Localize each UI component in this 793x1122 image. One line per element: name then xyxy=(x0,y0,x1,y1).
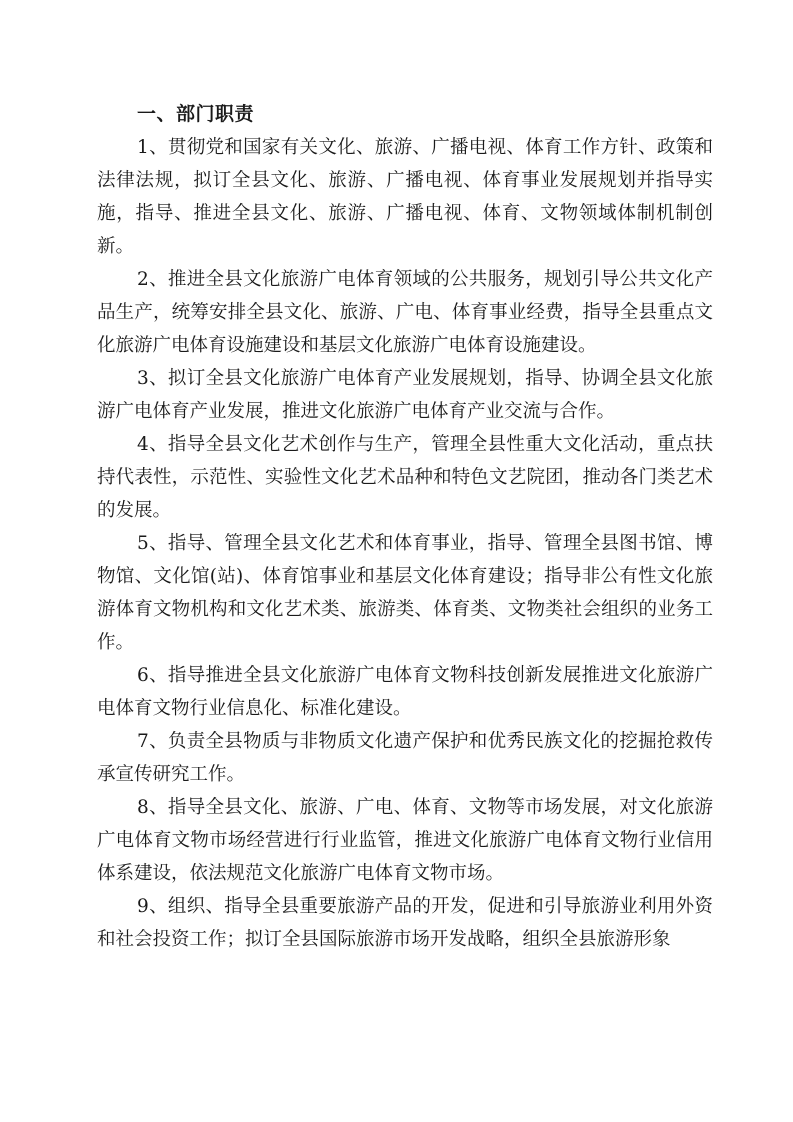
paragraph-9: 9、组织、指导全县重要旅游产品的开发，促进和引导旅游业利用外资和社会投资工作；拟订全县国际旅游市场开发战略，组织全县旅游形象 xyxy=(97,896,713,950)
paragraph-4: 4、指导全县文化艺术创作与生产，管理全县性重大文化活动，重点扶持代表性，示范性、实验性文化艺术品种和特色文艺院团，推动各门类艺术的发展。 xyxy=(97,434,713,521)
paragraph-7: 7、负责全县物质与非物质文化遗产保护和优秀民族文化的挖掘抢救传承宣传研究工作。 xyxy=(97,731,713,785)
paragraph-6: 6、指导推进全县文化旅游广电体育文物科技创新发展推进文化旅游广电体育文物行业信息化、标准化建设。 xyxy=(97,665,713,719)
document-body xyxy=(97,98,713,956)
section-heading: 一、部门职责 xyxy=(137,103,255,125)
paragraph-3: 3、拟订全县文化旅游广电体育产业发展规划，指导、协调全县文化旅游广电体育产业发展，推进文化旅游广电体育产业交流与合作。 xyxy=(97,368,713,422)
paragraph-5: 5、指导、管理全县文化艺术和体育事业，指导、管理全县图书馆、博物馆、文化馆(站)、体育馆事业和基层文化体育建设；指导非公有性文化旅游体育文物机构和文化艺术类、旅游类、体育类、文物类社会组织的业务工作。 xyxy=(97,533,713,653)
paragraph-1: 1、贯彻党和国家有关文化、旅游、广播电视、体育工作方针、政策和法律法规，拟订全县文化、旅游、广播电视、体育事业发展规划并指导实施，指导、推进全县文化、旅游、广播电视、体育、文物领域体制机制创新。 xyxy=(97,137,713,257)
paragraph-8: 8、指导全县文化、旅游、广电、体育、文物等市场发展，对文化旅游广电体育文物市场经营进行行业监管，推进文化旅游广电体育文物行业信用体系建设，依法规范文化旅游广电体育文物市场。 xyxy=(97,797,713,884)
paragraph-2: 2、推进全县文化旅游广电体育领域的公共服务，规划引导公共文化产品生产，统筹安排全县文化、旅游、广电、体育事业经费，指导全县重点文化旅游广电体育设施建设和基层文化旅游广电体育设施建设。 xyxy=(97,269,713,356)
